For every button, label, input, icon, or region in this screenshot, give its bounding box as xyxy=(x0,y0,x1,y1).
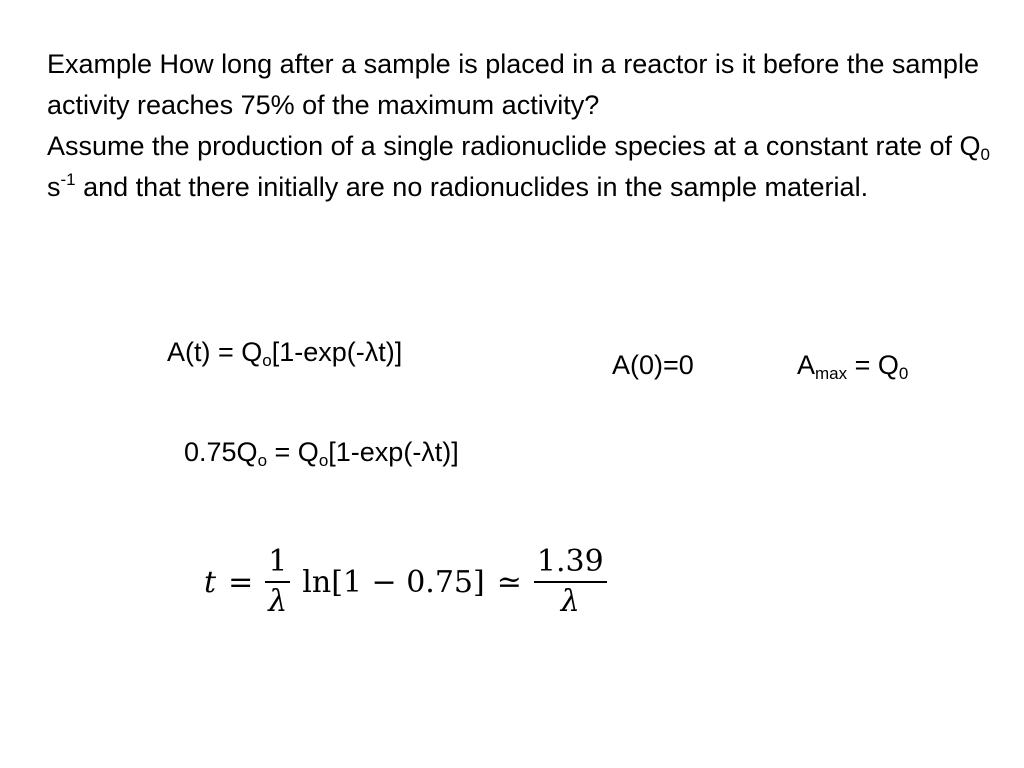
seventy-five-equation xyxy=(184,437,459,468)
question-paragraph: Example How long after a sample is placed in a reactor is it before the sample activity reaches 75% of the maximum activity? xyxy=(47,49,979,120)
activity-q-subscript: o xyxy=(262,351,272,370)
seventy-five-subscript-2: o xyxy=(318,451,329,470)
amax-equation xyxy=(797,350,908,381)
s-superscript: -1 xyxy=(60,170,76,189)
amax-a: A xyxy=(797,350,816,380)
solution-fraction-1 xyxy=(265,545,290,619)
assumption-text-2: s xyxy=(47,172,61,202)
q-subscript: 0 xyxy=(980,145,991,164)
solution-equation xyxy=(204,545,607,619)
activity-equation xyxy=(167,337,402,368)
solution-t: t xyxy=(204,564,217,600)
fraction-2-numerator: 1.39 xyxy=(534,545,607,583)
seventy-five-rhs: [1-exp(-λt)] xyxy=(328,437,459,467)
fraction-1-numerator: 1 xyxy=(265,545,290,583)
solution-equals: = xyxy=(228,564,254,600)
activity-rhs: [1-exp(-λt)] xyxy=(271,337,403,367)
body-text xyxy=(47,44,1007,208)
solution-approx: ≃ xyxy=(496,564,522,600)
fraction-1-denominator: λ xyxy=(268,584,288,619)
assumption-text-3: and that there initially are no radionuclides in the sample material. xyxy=(75,172,869,202)
activity-lhs: A(t) = Q xyxy=(167,337,263,367)
amax-q-subscript: 0 xyxy=(898,364,909,383)
seventy-five-subscript-1: o xyxy=(257,451,268,470)
amax-subscript: max xyxy=(815,364,848,383)
assumption-text-1: Assume the production of a single radionuclide species at a constant rate of Q xyxy=(47,131,981,161)
solution-ln-term: ln[1 − 0.75] xyxy=(302,564,485,600)
amax-eq: = Q xyxy=(847,350,899,380)
seventy-five-mid: = Q xyxy=(267,437,319,467)
solution-fraction-2 xyxy=(534,545,607,619)
seventy-five-lhs: 0.75Q xyxy=(184,437,258,467)
assumption-paragraph xyxy=(47,126,1007,208)
fraction-2-denominator: λ xyxy=(560,584,580,619)
initial-condition: A(0)=0 xyxy=(612,350,694,380)
